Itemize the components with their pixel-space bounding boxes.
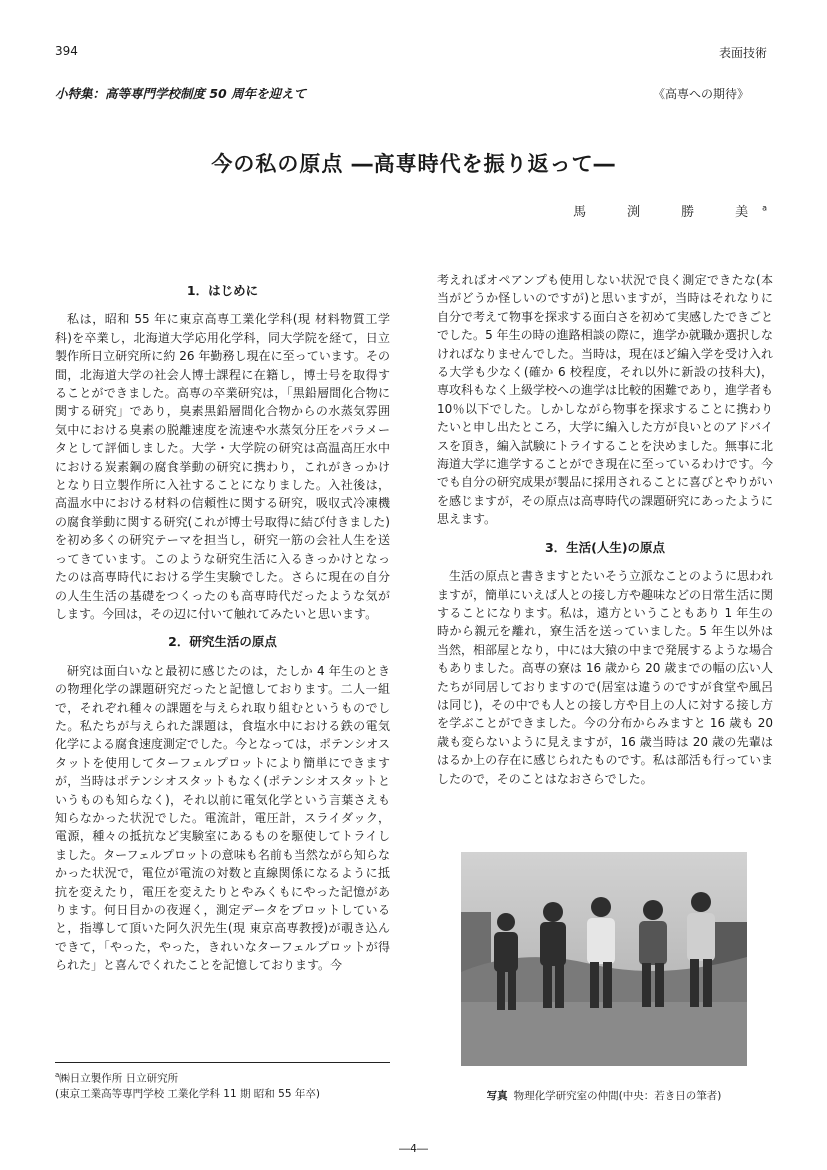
body-paragraph: 研究は面白いなと最初に感じたのは，たしか 4 年生のときの物理化学の課題研究だったと記憶しております。二人一組で，それぞれ種々の課題を与えられ取り組むというものでした。私たちが与えられた課題は，食塩水中における鉄の電気化学による腐食速度測定でした。今となっては，ポテンシオスタットを使用してターフェルプロットにより簡単にできますが，当時はポテンシオスタットもなく(ポテンシオスタットというものも知らなく)，それ以前に電気化学という言葉さえも知らなかった状況でした。電流計，電圧計，スライダック，電源，種々の抵抗など実験室にあるものを駆使してトライしました。ターフェルプロットの意味も名前も当然ながら知らなかった状況で，電位が電流の対数と直線関係になるように抵抗を変えたり，電圧を変えたりとやみくもにやった記憶があります。何日目かの夜遅く，測定データをプロットしていると，指導して頂いた阿久沢先生(現 東京高専教授)が覗き込んできて，「やった，やった，きれいなターフェルプロットが得られた」と喜んでくれたことを記憶しております。今 xyxy=(55,663,390,973)
footnote-affiliation: ㈱日立製作所 日立研究所 xyxy=(59,1072,179,1085)
body-paragraph: 私は，昭和 55 年に東京高専工業化学科(現 材料物質工学科)を卒業し，北海道大学応用化学科，同大学院を経て，日立製作所日立研究所に約 26 年勤務し現在に至っています。その間，北海道大学の社会人博士課程に在籍し，博士号を取得することができました。高専の卒業研究は，「黒鉛層間化合物に関する研究」であり，臭素黒鉛層間化合物からの水蒸気雰囲気中における臭素の脱離速度を流速や水蒸気分圧をパラメータとして評価しました。大学・大学院の研究は高温高圧水中における炭素鋼の腐食挙動の研究に携わり，これがきっかけとなり日立製作所に入社することになりました。入社後は，高温水中における材料の信頼性に関する研究，吸収式冷凍機の腐食挙動に関する研究(これが博士号取得に結び付きました)を初め多くの研究テーマを担当し，研究一筋の会社人生を送ってきています。このような研究生活に入るきっかけとなったのは高専時代における学生実験でした。さらに現在の自分の人生生活の基礎をつくったのも高専時代だったような気がします。今回は，その辺に付いて触れてみたいと思います。 xyxy=(55,312,390,621)
body-paragraph: 生活の原点と書きますとたいそう立派なことのように思われますが，簡単にいえば人との接し方や趣味などの日常生活に関することになります。私は，遠方ということもあり 1 年生の時から親元を離れ，寮生活を送っていました。5 年生以外は当然，相部屋となり，中には大猿の中まで発展するような場合もありました。高専の寮は 16 歳から 20 歳までの幅の広い人たちが同居しておりますので(居室は違うのですが食堂や風呂は同じ)，その中でも人との接し方や目上の人に対する接し方を学ぶことができました。今の分布からみますと 16 歳も 20 歳も変らないように見えますが，16 歳当時は 20 歳の先輩ははるか上の存在に感じられたものです。私は部活も行っていましたので，そのことはなおさらでした。 xyxy=(437,569,774,786)
section-category: 《高専への期待》 xyxy=(652,87,749,101)
section-heading: 1．はじめに xyxy=(186,283,259,298)
left-column xyxy=(55,282,390,975)
footnote-mark: a xyxy=(55,1071,60,1079)
group-photo xyxy=(461,852,747,1066)
right-column xyxy=(437,271,773,788)
caption-text: 物理化学研究室の仲間(中央：若き日の筆者) xyxy=(513,1090,722,1102)
photo-caption xyxy=(461,1088,747,1103)
special-issue-title: 小特集：高等専門学校制度 50 周年を迎えて xyxy=(55,86,307,101)
body-paragraph: 考えればオペアンプも使用しない状況で良く測定できたな(本当がどうか怪しいのですが)と思いますが，当時はそれなりに自分で考えて物事を探求する面白さを初めて実感したできごとでした。5 年生の時の進路相談の際に，進学か就職か選択しなければなりませんでした。当時は，現在ほど編入学を受け入れる大学も少なく(確か 6 校程度，それ以外に新設の技科大)，専攻科もなく上級学校への進学は比較的困難であり，進学者も 10％以下でした。しかしながら物事を探求することに携わりたいと申し出たところ，大学に編入した方が良いとのアドバイスを頂き，編入試験にトライすることを決めました。無事に北海道大学に進学することができ現在に至っているわけです。今でも自分の研究成果が製品に採用されることに喜びとやりがいを感じますが，その原点は高専時代の課題研究にあったように思えます。 xyxy=(437,273,774,527)
author-name: 馬 渕 勝 美$^a$ xyxy=(573,203,767,220)
page-number: 394 xyxy=(55,44,78,58)
section-heading: 2．研究生活の原点 xyxy=(168,634,277,650)
article-title: 今の私の原点 ―高専時代を振り返って― xyxy=(211,152,616,176)
page-footer-number: ―4― xyxy=(399,1142,428,1155)
caption-label: 写真 xyxy=(486,1090,508,1102)
photo-illustration xyxy=(461,852,747,1066)
footnote-divider xyxy=(55,1062,390,1063)
author-footnote-mark: a xyxy=(762,203,767,213)
journal-name: 表面技術 xyxy=(718,46,767,60)
footnote xyxy=(55,1068,395,1102)
section-heading: 3．生活(人生)の原点 xyxy=(544,539,666,555)
footnote-education: (東京工業高等専門学校 工業化学科 11 期 昭和 55 年卒) xyxy=(55,1087,320,1100)
